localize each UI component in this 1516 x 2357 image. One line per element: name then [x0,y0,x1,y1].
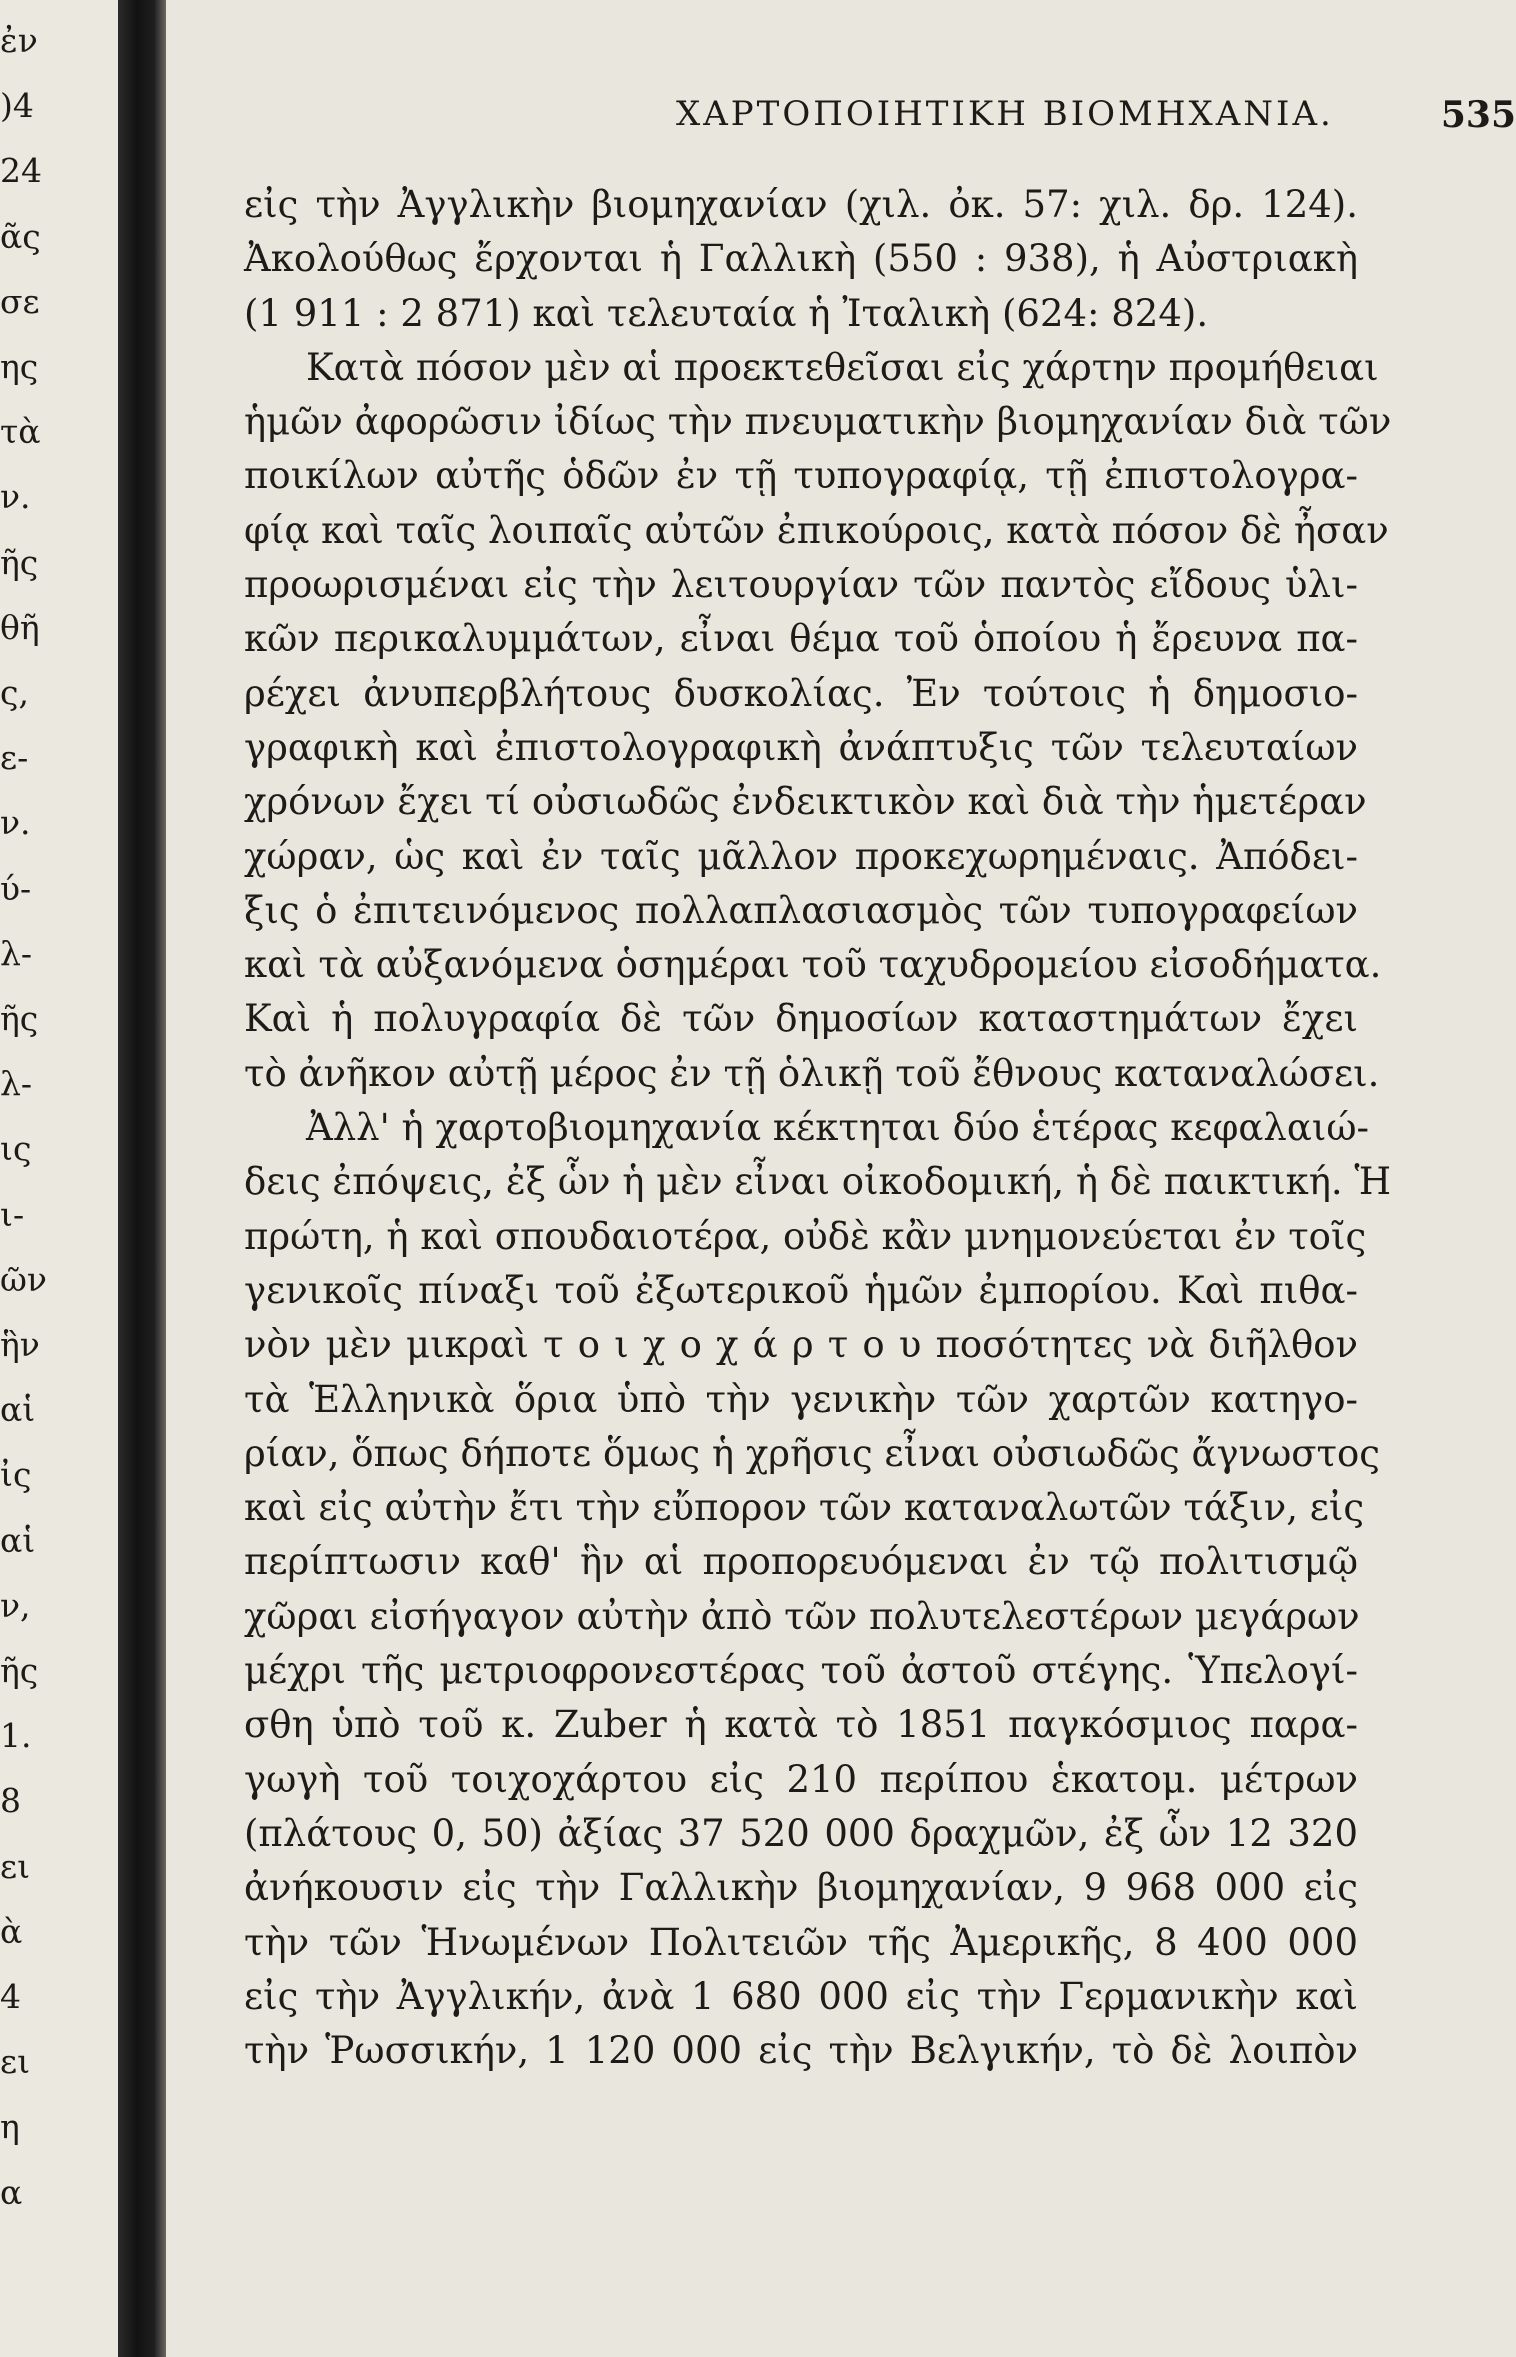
facing-page-fragment: ν. [0,477,31,517]
text-line: ἀνήκουσιν εἰς τὴν Γαλλικὴν βιομηχανίαν, 9 968 000 εἰς [244,1866,1358,1910]
facing-page-fragment: 1. [0,1716,32,1756]
text-line: ἡμῶν ἀφορῶσιν ἰδίως τὴν πνευματικὴν βιομηχανίαν διὰ τῶν [244,400,1392,444]
text-line: ρίαν, ὅπως δήποτε ὅμως ἡ χρῆσις εἶναι οὐσιωδῶς ἄγνωστος [244,1431,1380,1475]
facing-page-fragment: )4 [0,86,34,126]
facing-page-fragment: ν. [0,803,31,843]
facing-page-fragment: αἱ [0,1390,36,1430]
facing-page-fragment: ν, [0,1585,31,1625]
text-line: ρέχει ἀνυπερβλήτους δυσκολίας. Ἐν τούτοις ἡ δημοσιο- [244,671,1358,715]
facing-page-fragment: λ- [0,933,33,973]
text-line: (1 911 : 2 871) καὶ τελευταία ἡ Ἰταλικὴ (624: 824). [244,291,1209,335]
facing-page-fragment: ύ- [0,868,32,908]
facing-page-fragment: θῆ [0,607,40,647]
facing-page-fragment: ᾶς [0,216,41,256]
text-line: ξις ὁ ἐπιτεινόμενος πολλαπλασιασμὸς τῶν τυπογραφείων [244,888,1358,932]
text-line: καὶ τὰ αὐξανόμενα ὁσημέραι τοῦ ταχυδρομείου εἰσοδήματα. [244,943,1382,987]
text-line: Ἀκολούθως ἔρχονται ἡ Γαλλικὴ (550 : 938), ἡ Αὐστριακὴ [244,237,1358,281]
facing-page-fragment: ῆς [0,1651,39,1690]
facing-page-fragment: σε [0,281,40,321]
facing-page-fragment: ῆς [0,542,39,582]
facing-page-fragment: ει [0,1846,31,1886]
facing-page-fragment: λ- [0,1064,33,1104]
text-line: κῶν περικαλυμμάτων, εἶναι θέμα τοῦ ὁποίου ἡ ἔρευνα πα- [244,617,1358,661]
text-line: γραφικὴ καὶ ἐπιστολογραφικὴ ἀνάπτυξις τῶν τελευταίων [244,725,1358,769]
facing-page-fragment: ης [0,347,39,386]
facing-page-fragment: ι- [0,1194,25,1234]
text-line: πρώτη, ἡ καὶ σπουδαιοτέρα, οὐδὲ κἂν μνημονεύεται ἐν τοῖς [244,1214,1367,1258]
text-line: τὴν τῶν Ἡνωμένων Πολιτειῶν τῆς Ἀμερικῆς, 8 400 000 [244,1920,1358,1964]
text-line: τὰ Ἑλληνικὰ ὅρια ὑπὸ τὴν γενικὴν τῶν χαρτῶν κατηγο- [244,1377,1358,1421]
text-line: φίᾳ καὶ ταῖς λοιπαῖς αὐτῶν ἐπικούροις, κατὰ πόσον δὲ ἦσαν [244,508,1389,552]
facing-page-fragment: ε- [0,738,29,778]
text-line: δεις ἐπόψεις, ἐξ ὧν ἡ μὲν εἶναι οἰκοδομική, ἡ δὲ παικτική. Ἡ [244,1160,1392,1204]
facing-page-fragment: ἐν [0,21,38,60]
facing-page-fragment: αἱ [0,1520,36,1560]
text-line: τὴν Ῥωσσικήν, 1 120 000 εἰς τὴν Βελγικήν, τὸ δὲ λοιπὸν [244,2029,1358,2073]
text-line: χώραν, ὡς καὶ ἐν ταῖς μᾶλλον προκεχωρημέναις. Ἀπόδει- [244,834,1358,878]
facing-page-fragment: ῶν [0,1259,47,1299]
body-text [244,178,1392,2078]
text-line: ποικίλων αὐτῆς ὁδῶν ἐν τῇ τυπογραφίᾳ, τῇ ἐπιστολογρα- [244,454,1358,498]
facing-page-fragment: ει [0,2042,31,2082]
facing-page-fragment: ἰς [0,1455,32,1495]
facing-page-fragment: α [0,2172,23,2212]
text-line: μέχρι τῆς μετριοφρονεστέρας τοῦ ἀστοῦ στέγης. Ὑπελογί- [244,1649,1358,1693]
facing-page-fragment: ἣν [0,1325,40,1364]
running-head-title: ΧΑΡΤΟΠΟΙΗΤΙΚΗ ΒΙΟΜΗΧΑΝΙΑ. [676,94,1334,134]
text-line: εἰς τὴν Ἀγγλικὴν βιομηχανίαν (χιλ. ὀκ. 57: χιλ. δρ. 124). [244,183,1358,226]
text-line: καὶ εἰς αὐτὴν ἔτι τὴν εὔπορον τῶν καταναλωτῶν τάξιν, εἰς [244,1486,1365,1530]
text-line: Καὶ ἡ πολυγραφία δὲ τῶν δημοσίων καταστημάτων ἔχει [244,997,1358,1041]
facing-page-fragment: 8 [0,1781,21,1821]
book-gutter [118,0,166,2357]
text-line: Κατὰ πόσον μὲν αἱ προεκτεθεῖσαι εἰς χάρτην προμήθειαι [306,345,1379,389]
facing-page-fragment: η [0,2107,20,2147]
text-line: χρόνων ἔχει τί οὐσιωδῶς ἐνδεικτικὸν καὶ διὰ τὴν ἡμετέραν [244,780,1367,824]
facing-page-fragment: ις [0,1129,32,1169]
text-line: προωρισμέναι εἰς τὴν λειτουργίαν τῶν παντὸς εἴδους ὑλι- [244,563,1358,607]
text-line: γωγὴ τοῦ τοιχοχάρτου εἰς 210 περίπου ἑκατομ. μέτρων [244,1757,1358,1801]
facing-page-fragment: τὰ [0,412,41,452]
facing-page-fragment: ῆς [0,999,39,1038]
facing-page-fragment: 4 [0,1977,21,2016]
running-head [506,88,1516,138]
text-line: τὸ ἀνῆκον αὐτῇ μέρος ἐν τῇ ὁλικῇ τοῦ ἔθνους καταναλώσει. [244,1051,1380,1095]
text-line: Ἀλλ' ἡ χαρτοβιομηχανία κέκτηται δύο ἑτέρας κεφαλαιώ- [306,1106,1370,1150]
text-line: νὸν μὲν μικραὶ τ ο ι χ ο χ ά ρ τ ο υ ποσότητες νὰ διῆλθον [244,1323,1358,1367]
text-line: γενικοῖς πίναξι τοῦ ἐξωτερικοῦ ἡμῶν ἐμπορίου. Καὶ πιθα- [244,1268,1358,1312]
facing-page-margin [0,0,118,2357]
text-line: χῶραι εἰσήγαγον αὐτὴν ἀπὸ τῶν πολυτελεστέρων μεγάρων [244,1594,1360,1638]
facing-page-fragment: 24 [0,151,42,191]
text-line: περίπτωσιν καθ' ἣν αἱ προπορευόμεναι ἐν τῷ πολιτισμῷ [244,1540,1358,1584]
text-line: (πλάτους 0, 50) ἀξίας 37 520 000 δραχμῶν, ἐξ ὧν 12 320 [244,1811,1358,1855]
facing-page-fragment: ὰ [0,1911,23,1951]
text-line: εἰς τὴν Ἀγγλικήν, ἀνὰ 1 680 000 εἰς τὴν Γερμανικὴν καὶ [244,1974,1358,2018]
text-line: σθη ὑπὸ τοῦ κ. Zuber ἡ κατὰ τὸ 1851 παγκόσμιος παρα- [244,1703,1358,1747]
page-number: 535 [1440,94,1516,136]
facing-page-fragment: ς, [0,673,29,712]
